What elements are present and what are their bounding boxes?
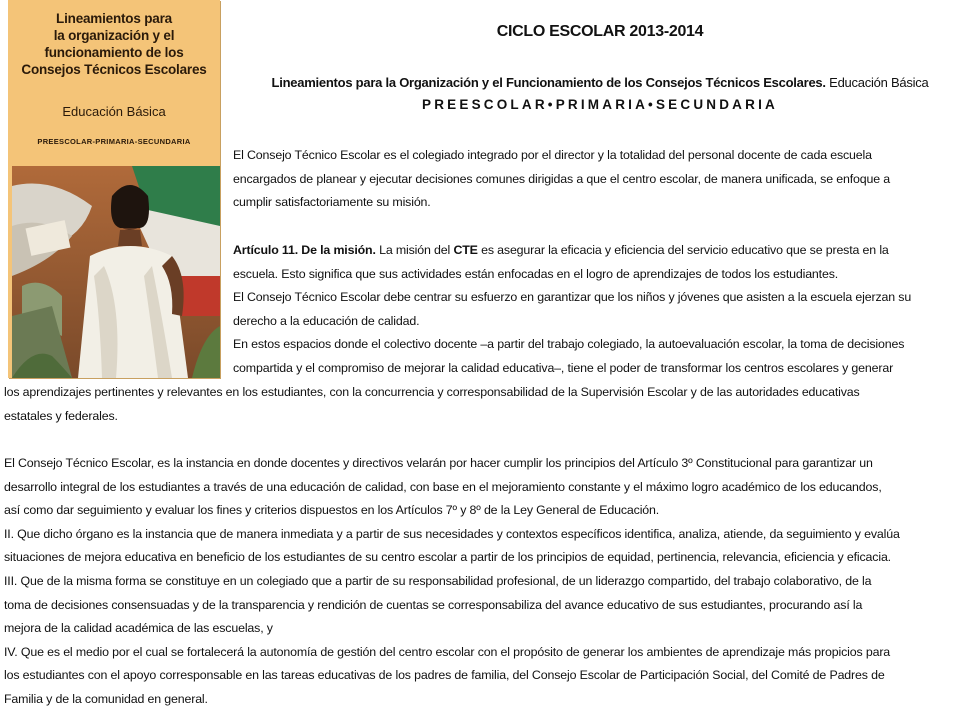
principles-line: situaciones de mejora educativa en beneficio de los estudiantes de su centro escolar a partir de los principios de equidad, pertinencia, relevancia, eficiencia y eficacia. <box>4 550 891 565</box>
intro-paragraph <box>233 144 953 215</box>
cover-levels: PREESCOLAR-PRIMARIA-SECUNDARIA <box>37 137 191 146</box>
document-title-bold: Lineamientos para la Organización y el Funcionamiento de los Consejos Técnicos Escolares. <box>271 75 826 90</box>
cover-subtitle: Educación Básica <box>62 104 166 119</box>
article-11-line: los aprendizajes pertinentes y relevantes en los estudiantes, con la concurrencia y corresponsabilidad de la Supervisión Escolar y de las autoridades educativas <box>4 385 860 399</box>
principles-line: El Consejo Técnico Escolar, es la instancia en donde docentes y directivos velarán por hacer cumplir los principios del Artículo 3º Constitucional para garantizar un <box>4 456 873 470</box>
principles-line: así como dar seguimiento y evaluar los fines y criterios dispuestos en los Artículos 7º y 8º de la Ley General de Educación. <box>4 503 660 518</box>
article-11-line: escuela. Esto significa que sus actividades están enfocadas en el logro de aprendizajes de todos los estudiantes. <box>233 266 839 281</box>
principles-line: desarrollo integral de los estudiantes a través de una educación de calidad, con base en el mejoramiento constante y el máximo logro académico de los educandos, <box>4 479 882 494</box>
principles-line: mejora de la calidad académica de las escuelas, y <box>4 621 273 636</box>
principles-line: II. Que dicho órgano es la instancia que de manera inmediata y a partir de sus necesidades y contextos específicos identifica, analiza, atiende, da seguimiento y evalúa <box>4 526 900 541</box>
intro-line: encargados de planear y ejecutar decisiones comunes dirigidas a que el centro escolar, de manera unificada, se enfoque a <box>233 171 891 186</box>
article-11-paragraph <box>233 239 953 381</box>
article-11-line: derecho a la educación de calidad. <box>233 313 420 328</box>
article-11-continuation <box>4 381 954 428</box>
article-11-text: es asegurar la eficacia y eficiencia del servicio educativo que se presta en la <box>477 243 889 257</box>
principles-line: Familia y de la comunidad en general. <box>4 691 208 706</box>
school-cycle-title: CICLO ESCOLAR 2013-2014 <box>496 23 704 40</box>
principles-line: toma de decisiones consensuadas y de la transparencia y rendición de cuentas se corresponsabiliza del avance educativo de sus estudiantes, procurando así la <box>4 597 863 612</box>
council-principles-paragraph <box>4 452 956 712</box>
book-cover <box>8 0 220 378</box>
document-title-regular: Educación Básica <box>825 75 929 90</box>
article-11-line: compartida y el compromiso de mejorar la calidad educativa–, tiene el poder de transformar los centros escolares y generar <box>233 360 894 375</box>
article-11-text: La misión del <box>375 243 454 257</box>
education-levels: PREESCOLAR•PRIMARIA•SECUNDARIA <box>422 97 778 112</box>
intro-line: El Consejo Técnico Escolar es el colegiado integrado por el director y la totalidad del personal docente de cada escuela <box>233 148 872 162</box>
article-11-line: El Consejo Técnico Escolar debe centrar su esfuerzo en garantizar que los niños y jóvenes que asisten a la escuela ejerzan su <box>233 290 912 305</box>
article-11-first-line <box>233 239 953 263</box>
article-11-heading: Artículo 11. De la misión. <box>233 243 376 257</box>
cover-mural-image <box>12 166 220 378</box>
principles-line: los estudiantes con el apoyo corresponsable en las tareas educativas de los padres de familia, del Consejo Escolar de Participación Social, del Comité de Padres de <box>4 668 885 683</box>
principles-line: III. Que de la misma forma se constituye en un colegiado que a partir de su responsabilidad profesional, de un liderazgo compartido, del trabajo colaborativo, de la <box>4 573 872 588</box>
intro-line: cumplir satisfactoriamente su misión. <box>233 195 431 210</box>
principles-line: IV. Que es el medio por el cual se fortalecerá la autonomía de gestión del centro escolar con el propósito de generar los ambientes de aprendizaje más propicios para <box>4 644 891 659</box>
cte-acronym: CTE <box>453 243 478 257</box>
article-11-line: En estos espacios donde el colectivo docente –a partir del trabajo colegiado, la autoevaluación escolar, la toma de decisiones <box>233 337 905 352</box>
cover-title: Lineamientos para la organización y el funcionamiento de los Consejos Técnicos Escolares <box>21 11 207 77</box>
article-11-line: estatales y federales. <box>4 408 118 423</box>
document-title <box>240 75 960 90</box>
